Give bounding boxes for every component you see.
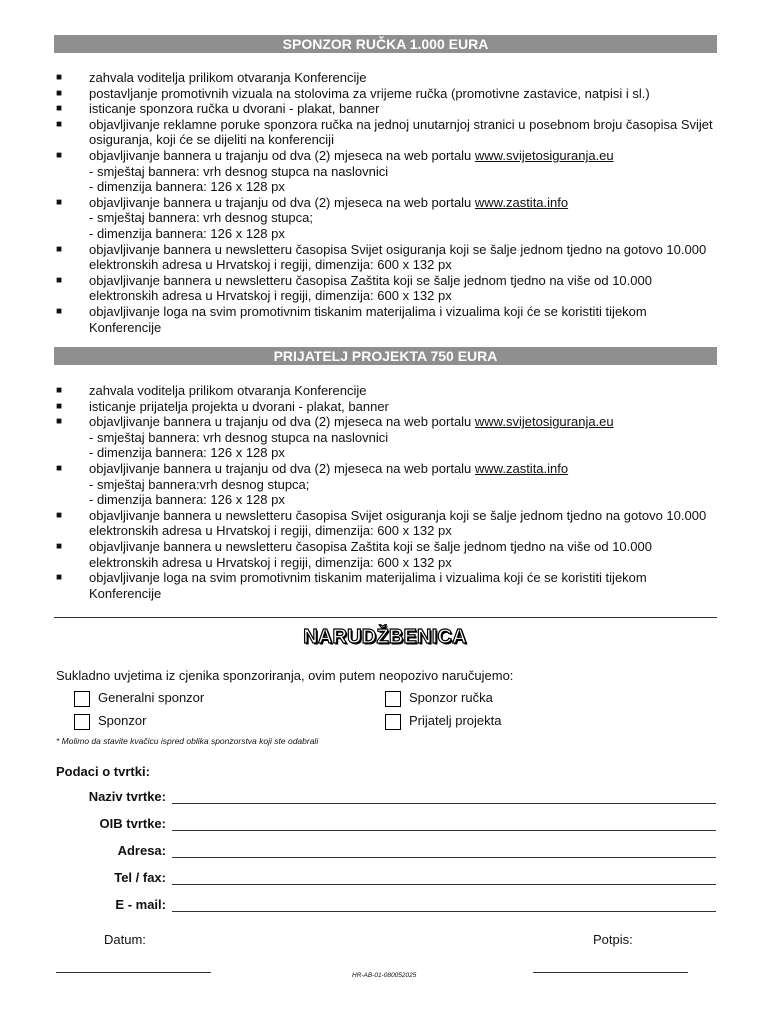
option-prijatelj-projekta[interactable] (385, 712, 502, 730)
list-item-text: postavljanje promotivnih vizuala na stolovima za vrijeme ručka (promotivne zastavice, natpisi i sl.) (89, 85, 650, 101)
banner-detail-line: - smještaj bannera:vrh desnog stupca; (89, 476, 310, 492)
date-line[interactable] (56, 972, 211, 973)
bullet-square-icon: ■ (56, 572, 63, 584)
option-label: Prijatelj projekta (409, 713, 502, 728)
checkbox-prijatelj-projekta[interactable] (385, 714, 401, 730)
field-row-oib-tvrtke (56, 816, 716, 836)
list-item (56, 399, 716, 415)
list-item (56, 195, 716, 242)
field-input-email[interactable] (172, 911, 716, 912)
list-item-text: objavljivanje bannera u trajanju od dva (2) mjeseca na web portalu (89, 194, 475, 210)
checkbox-sponzor[interactable] (74, 714, 90, 730)
list-item (56, 148, 716, 195)
divider-line (54, 617, 717, 618)
field-row-email (56, 897, 716, 917)
banner-detail-line: - smještaj bannera: vrh desnog stupca; (89, 210, 314, 226)
option-generalni-sponzor[interactable] (74, 689, 204, 707)
field-row-naziv-tvrtke (56, 789, 716, 809)
checkbox-generalni-sponzor[interactable] (74, 691, 90, 707)
list-item (56, 70, 716, 86)
option-sponzor[interactable] (74, 712, 146, 730)
section-heading-prijatelj-projekta: PRIJATELJ PROJEKTA 750 EURA (54, 347, 717, 365)
bullet-square-icon: ■ (56, 305, 63, 317)
option-sponzor-rucka[interactable] (385, 689, 493, 707)
banner-detail-line: - dimenzija bannera: 126 x 128 px (89, 179, 285, 195)
bullet-square-icon: ■ (56, 103, 63, 115)
list-item (56, 461, 716, 508)
bullet-square-icon: ■ (56, 385, 63, 396)
web-portal-link[interactable]: www.svijetosiguranja.eu (474, 414, 614, 430)
benefits-list-prijatelj-projekta (56, 383, 716, 601)
bullet-square-icon: ■ (56, 509, 63, 521)
field-row-adresa (56, 843, 716, 863)
option-label: Sponzor (98, 713, 147, 728)
list-item (56, 570, 716, 601)
list-item-text: zahvala voditelja prilikom otvaranja Konferencije (89, 70, 367, 85)
list-item-text: objavljivanje bannera u trajanju od dva (2) mjeseca na web portalu (89, 460, 475, 476)
list-item (56, 304, 716, 335)
field-input-oib-tvrtke[interactable] (172, 830, 716, 831)
option-label: Sponzor ručka (409, 690, 493, 705)
bullet-square-icon: ■ (56, 416, 63, 428)
company-data-heading: Podaci o tvrtki: (56, 764, 150, 779)
section-heading-sponzor-rucka: SPONZOR RUČKA 1.000 EURA (54, 35, 717, 53)
banner-detail-line: - smještaj bannera: vrh desnog stupca na naslovnici (89, 163, 389, 179)
list-item (56, 242, 716, 273)
bullet-square-icon: ■ (56, 87, 63, 99)
signature-line[interactable] (533, 972, 688, 973)
document-code: HR-AB-01-080052025 (352, 972, 417, 979)
list-item (56, 273, 716, 304)
banner-detail-line: - dimenzija bannera: 126 x 128 px (89, 445, 285, 461)
list-item (56, 86, 716, 102)
benefits-list-sponzor-rucka (56, 70, 716, 335)
field-label-naziv-tvrtke: Naziv tvrtke: (88, 789, 166, 804)
list-item-text: objavljivanje loga na svim promotivnim tiskanim materijalima i vizualima koji će se koristiti tijekom Konferencije (89, 303, 647, 335)
web-portal-link[interactable]: www.svijetosiguranja.eu (474, 147, 614, 163)
date-label: Datum: (104, 932, 146, 947)
list-item-text: zahvala voditelja prilikom otvaranja Konferencije (89, 383, 367, 398)
field-label-tel-fax: Tel / fax: (114, 870, 166, 885)
list-item-text: isticanje sponzora ručka u dvorani - plakat, banner (89, 101, 380, 117)
web-portal-link[interactable]: www.zastita.info (474, 460, 569, 476)
checkbox-note: * Molimo da stavite kvačicu ispred oblika sponzorstva koji ste odabrali (56, 736, 319, 746)
bullet-square-icon: ■ (56, 243, 63, 255)
field-input-tel-fax[interactable] (172, 884, 716, 885)
checkbox-sponzor-rucka[interactable] (385, 691, 401, 707)
banner-detail-line: - smještaj bannera: vrh desnog stupca na naslovnici (89, 429, 389, 445)
list-item (56, 101, 716, 117)
bullet-square-icon: ■ (56, 149, 63, 161)
bullet-square-icon: ■ (56, 72, 63, 83)
field-row-tel-fax (56, 870, 716, 890)
list-item (56, 539, 716, 570)
bullet-square-icon: ■ (56, 462, 63, 474)
list-item-text: isticanje prijatelja projekta u dvorani - plakat, banner (89, 398, 389, 414)
list-item (56, 508, 716, 539)
field-input-naziv-tvrtke[interactable] (172, 803, 716, 804)
field-label-adresa: Adresa: (117, 843, 166, 858)
list-item-text: objavljivanje bannera u newsletteru časopisa Zaštita koji se šalje jednom tjedno na više od 10.000 elektronskih adresa u Hrvatskoj i regiji, dimenzija: 600 x 132 px (89, 272, 652, 304)
field-label-oib-tvrtke: OIB tvrtke: (99, 816, 166, 831)
order-intro-text: Sukladno uvjetima iz cjenika sponzoriranja, ovim putem neopozivo naručujemo: (56, 668, 514, 683)
signature-label: Potpis: (593, 932, 633, 947)
banner-detail-line: - dimenzija bannera: 126 x 128 px (89, 225, 285, 241)
bullet-square-icon: ■ (56, 196, 63, 208)
bullet-square-icon: ■ (56, 540, 63, 552)
list-item-text: objavljivanje bannera u newsletteru časopisa Zaštita koji se šalje jednom tjedno na više od 10.000 elektronskih adresa u Hrvatskoj i regiji, dimenzija: 600 x 132 px (89, 538, 652, 570)
list-item-text: objavljivanje bannera u trajanju od dva (2) mjeseca na web portalu (89, 147, 475, 163)
page-title: NARUDŽBENICA (303, 626, 467, 648)
list-item (56, 383, 716, 399)
list-item-text: objavljivanje bannera u trajanju od dva (2) mjeseca na web portalu (89, 414, 475, 430)
list-item-text: objavljivanje bannera u newsletteru časopisa Svijet osiguranja koji se šalje jednom tjedno na gotovo 10.000 elektronskih adresa u Hrvatskoj i regiji, dimenzija: 600 x 132 px (89, 241, 707, 273)
bullet-square-icon: ■ (56, 118, 63, 130)
field-input-adresa[interactable] (172, 857, 716, 858)
banner-detail-line: - dimenzija bannera: 126 x 128 px (89, 492, 285, 508)
list-item-text: objavljivanje loga na svim promotivnim tiskanim materijalima i vizualima koji će se koristiti tijekom Konferencije (89, 570, 647, 601)
option-label: Generalni sponzor (98, 690, 205, 705)
list-item (56, 414, 716, 461)
bullet-square-icon: ■ (56, 274, 63, 286)
list-item-text: objavljivanje reklamne poruke sponzora ručka na jednoj unutarnjoj stranici u posebnom broju časopisa Svijet osiguranja, koji će se dijeliti na konferenciji (89, 116, 713, 148)
list-item-text: objavljivanje bannera u newsletteru časopisa Svijet osiguranja koji se šalje jednom tjedno na gotovo 10.000 elektronskih adresa u Hrvatskoj i regiji, dimenzija: 600 x 132 px (89, 507, 707, 539)
field-label-email: E - mail: (115, 897, 166, 912)
list-item (56, 117, 716, 148)
web-portal-link[interactable]: www.zastita.info (474, 194, 569, 210)
bullet-square-icon: ■ (56, 400, 63, 412)
